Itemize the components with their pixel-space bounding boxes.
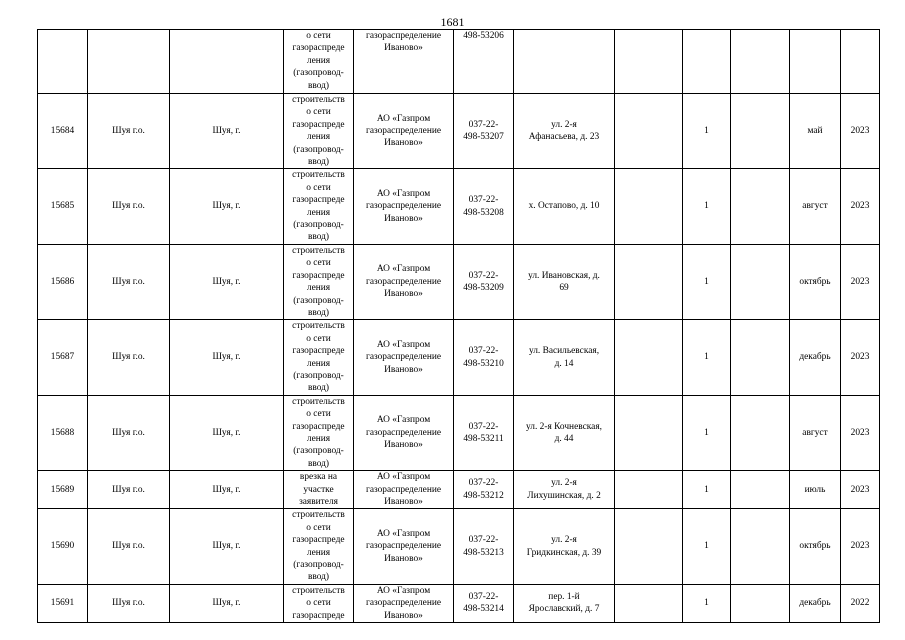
cell-address	[514, 30, 615, 94]
cell-organization	[354, 471, 454, 509]
cell-work-type-line: газораспреде	[292, 346, 345, 357]
cell-address-line: ул. 2-я	[551, 535, 577, 546]
table-row	[38, 244, 880, 319]
cell-organization-line: газораспределение	[365, 598, 442, 609]
cell-code-line: 498-53214	[463, 604, 504, 615]
cell-work-type-line: строительств	[292, 321, 345, 332]
cell-work-type-line: газораспреде	[292, 195, 345, 206]
cell-work-type	[284, 584, 354, 622]
cell-address-line: ул. 2-я Кочневская,	[526, 421, 602, 432]
cell-work-type-line: о сети	[306, 409, 331, 420]
cell-locality: Шуя, г.	[170, 169, 284, 244]
cell-id: 15685	[38, 169, 88, 244]
cell-organization-line: АО «Газпром	[376, 529, 431, 540]
cell-address-line: д. 44	[554, 433, 574, 444]
cell-address-line: ул. 2-я	[551, 478, 577, 489]
cell-address-line: х. Остапово, д. 10	[528, 201, 600, 212]
cell-id: 15690	[38, 509, 88, 584]
cell-work-type-line: строительств	[292, 396, 345, 407]
cell-work-type-line: строительств	[292, 585, 345, 596]
cell-code-line: 498-53211	[463, 433, 504, 444]
cell-empty	[615, 30, 683, 94]
cell-code	[454, 395, 514, 470]
cell-code-line: 037-22-	[468, 421, 499, 432]
cell-address-line: Ярославский, д. 7	[528, 604, 600, 615]
cell-count: 1	[683, 509, 731, 584]
cell-address-line: ул. Васильевская,	[528, 346, 600, 357]
cell-year: 2023	[841, 471, 880, 509]
cell-work-type-line: газораспреде	[292, 119, 345, 130]
cell-work-type-line: строительств	[292, 245, 345, 256]
cell-year: 2022	[841, 584, 880, 622]
cell-code-line: 498-53209	[463, 283, 504, 294]
cell-work-type	[284, 244, 354, 319]
cell-empty	[615, 509, 683, 584]
cell-organization-line: АО «Газпром	[376, 264, 431, 275]
cell-organization-line: АО «Газпром	[376, 189, 431, 200]
cell-empty	[731, 94, 790, 169]
cell-code-line: 037-22-	[468, 270, 499, 281]
cell-work-type-line: ввод)	[307, 307, 330, 318]
cell-work-type-line: заявителя	[299, 497, 338, 507]
cell-organization-line: газораспределение	[365, 352, 442, 363]
cell-organization-line: Иваново»	[384, 553, 423, 564]
cell-organization	[354, 169, 454, 244]
cell-locality: Шуя, г.	[170, 509, 284, 584]
cell-organization	[354, 584, 454, 622]
cell-address-line: ул. 2-я	[551, 119, 577, 130]
cell-organization-line: газораспределение	[365, 276, 442, 287]
cell-address	[514, 395, 615, 470]
cell-code-line: 037-22-	[468, 346, 499, 357]
cell-empty	[615, 471, 683, 509]
page-number: 1681	[440, 15, 465, 29]
cell-locality: Шуя, г.	[170, 395, 284, 470]
cell-year: 2023	[841, 169, 880, 244]
table-row-continuation	[38, 30, 880, 94]
cell-empty	[615, 395, 683, 470]
cell-locality: Шуя, г.	[170, 584, 284, 622]
cell-year: 2023	[841, 395, 880, 470]
cell-code: 498-53206	[454, 30, 514, 94]
cell-organization-line: АО «Газпром	[376, 113, 431, 124]
cell-empty	[731, 584, 790, 622]
cell-address-line: 69	[559, 283, 569, 294]
cell-month: август	[790, 169, 841, 244]
cell-year: 2023	[841, 509, 880, 584]
cell-work-type: о сети газораспреде ления (газопровод- ввод)	[284, 30, 354, 94]
cell-code	[454, 94, 514, 169]
cell-empty	[615, 94, 683, 169]
cell-code-line: 498-53208	[463, 207, 504, 218]
cell-organization-line: Иваново»	[384, 289, 423, 300]
table-row	[38, 509, 880, 584]
cell-empty	[731, 244, 790, 319]
cell-year	[841, 30, 880, 94]
cell-empty	[615, 244, 683, 319]
cell-empty	[615, 169, 683, 244]
cell-count: 1	[683, 395, 731, 470]
cell-district: Шуя г.о.	[88, 395, 170, 470]
cell-locality	[170, 30, 284, 94]
cell-count	[683, 30, 731, 94]
cell-empty	[731, 509, 790, 584]
cell-organization-line: Иваново»	[384, 364, 423, 375]
table-row	[38, 169, 880, 244]
cell-district: Шуя г.о.	[88, 94, 170, 169]
cell-organization-line: газораспределение	[365, 427, 442, 438]
cell-year: 2023	[841, 94, 880, 169]
cell-work-type-line: о сети	[306, 258, 331, 269]
cell-work-type	[284, 509, 354, 584]
cell-organization-line: Иваново»	[384, 138, 423, 149]
cell-work-type-line: ления	[306, 283, 331, 294]
cell-year: 2023	[841, 244, 880, 319]
cell-work-type-line: о сети	[306, 107, 331, 118]
cell-year: 2023	[841, 320, 880, 395]
cell-address-line: д. 14	[554, 358, 574, 369]
cell-count: 1	[683, 320, 731, 395]
cell-work-type-line: ления	[306, 547, 331, 558]
cell-code-line: 498-53213	[463, 547, 504, 558]
cell-id: 15686	[38, 244, 88, 319]
cell-id: 15687	[38, 320, 88, 395]
cell-work-type-line: врезка на	[299, 472, 338, 483]
cell-address	[514, 169, 615, 244]
cell-district: Шуя г.о.	[88, 509, 170, 584]
registry-table	[37, 29, 880, 623]
cell-id: 15691	[38, 584, 88, 622]
table-row	[38, 584, 880, 622]
cell-work-type-line: (газопровод-	[293, 370, 344, 381]
cell-district: Шуя г.о.	[88, 244, 170, 319]
cell-address-line: Афанасьева, д. 23	[528, 132, 600, 143]
cell-work-type-line: ления	[306, 433, 331, 444]
table-body	[38, 30, 880, 623]
table-row	[38, 320, 880, 395]
cell-code-line: 498-53210	[463, 358, 504, 369]
table-row	[38, 94, 880, 169]
cell-month: июль	[790, 471, 841, 509]
cell-address	[514, 94, 615, 169]
cell-month: октябрь	[790, 509, 841, 584]
cell-code	[454, 509, 514, 584]
cell-locality: Шуя, г.	[170, 471, 284, 509]
cell-id	[38, 30, 88, 94]
cell-address	[514, 471, 615, 509]
cell-code-line: 037-22-	[468, 535, 499, 546]
cell-organization-line: газораспределение	[365, 541, 442, 552]
cell-organization-line: газораспределение	[365, 201, 442, 212]
cell-organization-line: Иваново»	[384, 440, 423, 451]
cell-month: август	[790, 395, 841, 470]
cell-work-type	[284, 395, 354, 470]
cell-work-type	[284, 94, 354, 169]
cell-organization-line: АО «Газпром	[376, 415, 431, 426]
cell-work-type	[284, 169, 354, 244]
cell-organization	[354, 395, 454, 470]
cell-code	[454, 320, 514, 395]
cell-work-type-line: газораспреде	[292, 270, 345, 281]
cell-empty	[615, 584, 683, 622]
cell-work-type-line: (газопровод-	[293, 446, 344, 457]
cell-organization-line: Иваново»	[384, 610, 423, 621]
cell-work-type-line: строительств	[292, 510, 345, 521]
cell-district: Шуя г.о.	[88, 471, 170, 509]
cell-address	[514, 320, 615, 395]
cell-work-type-line: о сети	[306, 182, 331, 193]
cell-district	[88, 30, 170, 94]
cell-count: 1	[683, 244, 731, 319]
cell-month: май	[790, 94, 841, 169]
cell-address-line: пер. 1-й	[548, 592, 580, 603]
cell-code-line: 498-53207	[463, 132, 504, 143]
cell-count: 1	[683, 584, 731, 622]
cell-count: 1	[683, 169, 731, 244]
cell-work-type-line: газораспреде	[292, 421, 345, 432]
cell-id: 15688	[38, 395, 88, 470]
cell-address-line: Гридкинская, д. 39	[526, 547, 602, 558]
cell-address-line: ул. Ивановская, д.	[528, 270, 600, 281]
cell-work-type-line: (газопровод-	[293, 295, 344, 306]
cell-work-type-line: ления	[306, 132, 331, 143]
cell-code-line: 037-22-	[468, 592, 499, 603]
cell-work-type-line: ввод)	[307, 458, 330, 469]
cell-organization-line: газораспределение	[365, 126, 442, 137]
cell-organization	[354, 320, 454, 395]
cell-work-type-line: ввод)	[307, 572, 330, 583]
cell-organization-line: АО «Газпром	[376, 585, 431, 596]
cell-organization	[354, 94, 454, 169]
cell-empty	[731, 320, 790, 395]
cell-organization-line: Иваново»	[384, 213, 423, 224]
cell-empty	[731, 30, 790, 94]
cell-work-type-line: ления	[306, 358, 331, 369]
cell-work-type-line: участке	[303, 484, 334, 495]
table-row	[38, 471, 880, 509]
cell-work-type-line: ввод)	[307, 383, 330, 394]
cell-organization: газораспределение Иваново»	[354, 30, 454, 94]
cell-work-type-line: о сети	[306, 598, 331, 609]
cell-address-line: Лихушинская, д. 2	[527, 490, 601, 501]
cell-organization-line: АО «Газпром	[376, 339, 431, 350]
cell-code-line: 037-22-	[468, 195, 499, 206]
cell-address	[514, 509, 615, 584]
cell-locality: Шуя, г.	[170, 320, 284, 395]
cell-work-type-line: строительств	[292, 95, 345, 105]
cell-code	[454, 584, 514, 622]
cell-organization-line: Иваново»	[384, 497, 423, 507]
cell-work-type-line: (газопровод-	[293, 144, 344, 155]
cell-count: 1	[683, 94, 731, 169]
cell-empty	[731, 471, 790, 509]
cell-locality: Шуя, г.	[170, 94, 284, 169]
cell-work-type-line: ления	[306, 207, 331, 218]
cell-code-line: 037-22-	[468, 119, 499, 130]
cell-code-line: 037-22-	[468, 478, 499, 489]
cell-id: 15689	[38, 471, 88, 509]
cell-organization	[354, 244, 454, 319]
cell-work-type-line: о сети	[306, 522, 331, 533]
cell-code	[454, 471, 514, 509]
cell-code-line: 498-53212	[463, 490, 504, 501]
cell-empty	[731, 395, 790, 470]
cell-empty	[731, 169, 790, 244]
cell-locality: Шуя, г.	[170, 244, 284, 319]
cell-organization-line: АО «Газпром	[376, 472, 431, 483]
cell-district: Шуя г.о.	[88, 584, 170, 622]
cell-district: Шуя г.о.	[88, 320, 170, 395]
cell-work-type-line: ввод)	[307, 157, 330, 168]
cell-work-type-line: ввод)	[307, 232, 330, 243]
cell-address	[514, 584, 615, 622]
cell-code	[454, 244, 514, 319]
table-row	[38, 395, 880, 470]
cell-work-type	[284, 320, 354, 395]
cell-work-type	[284, 471, 354, 509]
cell-code	[454, 169, 514, 244]
cell-work-type-line: газораспреде	[292, 535, 345, 546]
cell-empty	[615, 320, 683, 395]
cell-work-type-line: газораспреде	[292, 610, 345, 621]
cell-month: декабрь	[790, 584, 841, 622]
cell-address	[514, 244, 615, 319]
cell-work-type-line: о сети	[306, 333, 331, 344]
cell-id: 15684	[38, 94, 88, 169]
cell-organization-line: газораспределение	[365, 484, 442, 495]
cell-month	[790, 30, 841, 94]
cell-month: октябрь	[790, 244, 841, 319]
cell-count: 1	[683, 471, 731, 509]
cell-month: декабрь	[790, 320, 841, 395]
cell-organization	[354, 509, 454, 584]
cell-work-type-line: (газопровод-	[293, 220, 344, 231]
cell-work-type-line: строительств	[292, 170, 345, 181]
cell-district: Шуя г.о.	[88, 169, 170, 244]
cell-work-type-line: (газопровод-	[293, 560, 344, 571]
